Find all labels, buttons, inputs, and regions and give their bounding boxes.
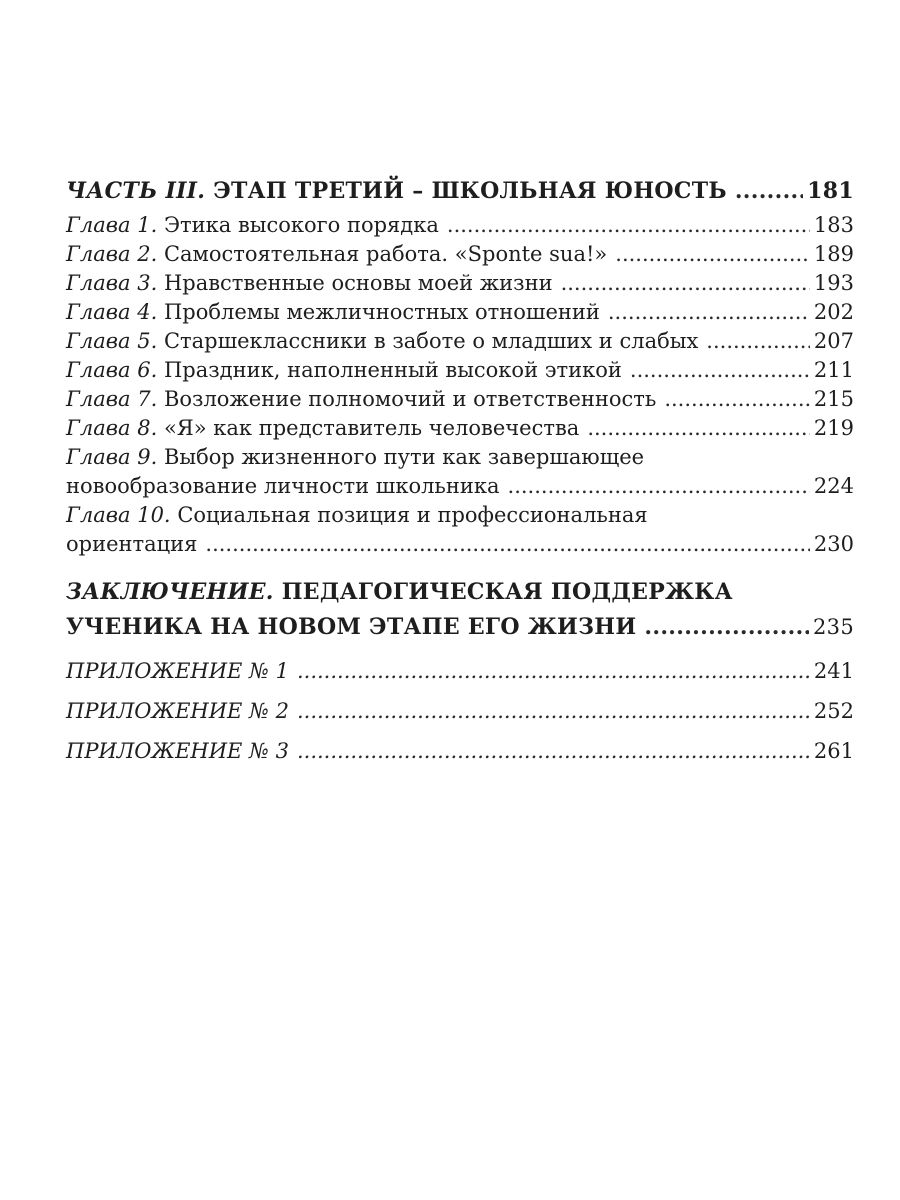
conclusion-label: ЗАКЛЮЧЕНИЕ. (66, 579, 274, 605)
chapter-title: Нравственные основы моей жизни (163, 271, 553, 295)
chapter-title: Возложение полномочий и ответственность (163, 387, 657, 411)
chapter-title: Проблемы межличностных отношений (163, 300, 600, 324)
toc-appendix-2 (66, 691, 854, 731)
chapter-label: Глава 6. (66, 358, 158, 382)
dot-leader (587, 414, 810, 443)
part-title: ЭТАП ТРЕТИЙ – ШКОЛЬНАЯ ЮНОСТЬ (213, 178, 727, 204)
toc-appendix-1 (66, 651, 854, 691)
page-number: 252 (813, 699, 854, 723)
dot-leader (447, 211, 810, 240)
chapter-label: Глава 4. (66, 300, 158, 324)
chapter-label: Глава 2. (66, 242, 158, 266)
dot-leader (205, 530, 810, 559)
dot-leader (706, 327, 810, 356)
dot-leader (297, 691, 810, 731)
chapter-title: Этика высокого порядка (163, 213, 439, 237)
page-number: 211 (813, 358, 854, 382)
page-number: 235 (813, 615, 854, 639)
page-number: 241 (813, 659, 854, 683)
toc-chapter-1 (66, 211, 854, 240)
dot-leader (508, 472, 810, 501)
toc-chapter-9 (66, 443, 854, 501)
chapter-label: Глава 10. (66, 503, 171, 527)
toc-chapter-6 (66, 356, 854, 385)
dot-leader (297, 731, 810, 771)
toc-chapter-5 (66, 327, 854, 356)
chapter-label: Глава 5. (66, 329, 158, 353)
toc-chapter-3 (66, 269, 854, 298)
dot-leader (297, 651, 810, 691)
conclusion-title-line1: ПЕДАГОГИЧЕСКАЯ ПОДДЕРЖКА (281, 579, 733, 605)
chapter-title-line2: ориентация (66, 532, 198, 556)
page-number: 230 (813, 532, 854, 556)
chapter-label: Глава 9. (66, 445, 158, 469)
appendix-title: ПРИЛОЖЕНИЕ № 3 (66, 739, 289, 763)
appendix-list (66, 651, 854, 771)
toc-chapter-10 (66, 501, 854, 559)
page-number: 215 (813, 387, 854, 411)
chapter-label: Глава 3. (66, 271, 158, 295)
page-number: 202 (813, 300, 854, 324)
toc-chapter-8 (66, 414, 854, 443)
page-number: 183 (813, 213, 854, 237)
chapter-label: Глава 8. (66, 416, 158, 440)
chapter-title: «Я» как представитель человечества (163, 416, 580, 440)
toc-conclusion (66, 575, 854, 645)
page-number: 181 (807, 178, 854, 204)
chapter-title: Старшеклассники в заботе о младших и слабых (163, 329, 699, 353)
dot-leader (735, 178, 803, 204)
page-number: 224 (813, 474, 854, 498)
chapter-label: Глава 7. (66, 387, 158, 411)
dot-leader (561, 269, 810, 298)
dot-leader (608, 298, 810, 327)
dot-leader (615, 240, 810, 269)
table-of-contents (66, 178, 854, 771)
chapter-title-line2: новообразование личности школьника (66, 474, 500, 498)
chapter-title: Самостоятельная работа. «Sponte sua!» (163, 242, 608, 266)
toc-chapter-2 (66, 240, 854, 269)
dot-leader (630, 356, 810, 385)
toc-appendix-3 (66, 731, 854, 771)
dot-leader (644, 610, 809, 645)
chapter-title-line1: Выбор жизненного пути как завершающее (163, 445, 645, 469)
chapter-label: Глава 1. (66, 213, 158, 237)
toc-chapter-7 (66, 385, 854, 414)
page-number: 193 (813, 271, 854, 295)
appendix-title: ПРИЛОЖЕНИЕ № 1 (66, 659, 289, 683)
toc-part-3 (66, 178, 854, 204)
conclusion-title-line2: УЧЕНИКА НА НОВОМ ЭТАПЕ ЕГО ЖИЗНИ (66, 614, 637, 640)
appendix-title: ПРИЛОЖЕНИЕ № 2 (66, 699, 289, 723)
page-number: 207 (813, 329, 854, 353)
page-number: 219 (813, 416, 854, 440)
chapter-title-line1: Социальная позиция и профессиональная (177, 503, 648, 527)
page-number: 189 (813, 242, 854, 266)
page-number: 261 (813, 739, 854, 763)
chapter-title: Праздник, наполненный высокой этикой (163, 358, 622, 382)
dot-leader (664, 385, 810, 414)
part-label: ЧАСТЬ III. (66, 178, 206, 204)
toc-chapter-4 (66, 298, 854, 327)
